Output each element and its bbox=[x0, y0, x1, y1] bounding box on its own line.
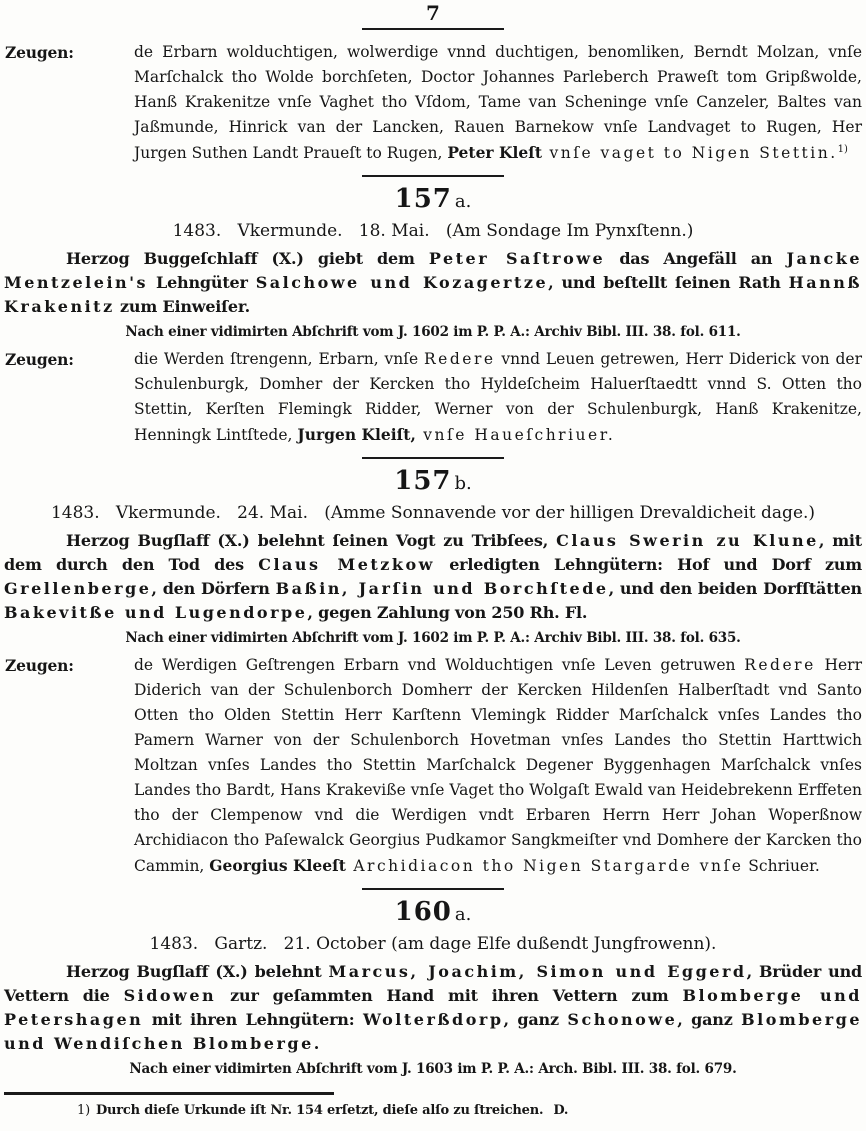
text-segment: , und beſtellt ſeinen Rath bbox=[548, 273, 789, 292]
witness-paragraph-157b bbox=[4, 653, 862, 879]
dateline-160a: 1483. Gartz. 21. October (am dage Elfe dußendt Jungfrowenn). bbox=[149, 934, 717, 954]
text-segment: Blomberge und Petershagen bbox=[4, 986, 862, 1029]
section-letter: a. bbox=[454, 904, 472, 925]
text-segment: Peter Saſtrowe bbox=[428, 249, 606, 268]
text-segment: Redere bbox=[744, 656, 816, 674]
text-segment: Sidowen bbox=[123, 986, 217, 1005]
text-segment: Schonowe bbox=[567, 1010, 678, 1029]
witness-text bbox=[134, 656, 862, 875]
text-segment: , ganz bbox=[677, 1010, 742, 1029]
section-heading-157b bbox=[4, 466, 862, 499]
witness-label: Zeugen: bbox=[5, 656, 74, 675]
section-letter: b. bbox=[454, 473, 472, 494]
text-segment: Jurgen Kleiſt, bbox=[297, 425, 416, 444]
text-segment: , den Dörfern bbox=[151, 579, 276, 598]
witness-text bbox=[134, 43, 862, 162]
text-segment: Archidiacon tho Nigen Stargarde vnſe bbox=[345, 857, 744, 875]
text-segment: vnſe vaget to Nigen Stettin. bbox=[542, 144, 838, 162]
witness-paragraph-157a bbox=[4, 347, 862, 448]
section-heading-157a bbox=[4, 184, 862, 217]
text-segment: zum Einweiſer. bbox=[114, 297, 250, 316]
text-segment: die Werden ſtrengenn, Erbarn, vnſe bbox=[134, 350, 425, 368]
dateline-157a: 1483. Vkermunde. 18. Mai. (Am Sondage Im Pynxſtenn.) bbox=[172, 221, 694, 241]
text-segment: de Erbarn wolduchtigen, wolwerdige vnnd duchtigen, benomliken, Berndt Molzan, vnſe Marſchalck tho Wolde borchſeten, Doctor Johannes Parleberch Praweſt tom Gripßwolde, Hanß Krakenitze vnſe Vaghet tho Vſdom, Tame van Scheninge vnſe Canzeler, Baltes van Jaßmunde, Hinrick van der Lancken, Rauen Barnekow vnſe Landvaget to Rugen, Her Jurgen Suthen Landt Praueſt to Rugen, bbox=[134, 43, 862, 162]
witness-label: Zeugen: bbox=[5, 43, 74, 62]
section-divider bbox=[362, 888, 504, 890]
text-segment: Georgius Kleeſt bbox=[209, 856, 346, 875]
section-157a bbox=[4, 184, 862, 459]
section-heading-160a bbox=[4, 897, 862, 930]
footnote-editor-initial: D. bbox=[553, 1103, 569, 1118]
text-segment: , Brüder und Vettern die bbox=[4, 962, 862, 1005]
text-segment: Peter Kleſt bbox=[447, 143, 543, 162]
footnote-reference: 1) bbox=[837, 143, 848, 155]
footnote-rule bbox=[4, 1092, 334, 1095]
text-segment: vnſe Haueſchriuer. bbox=[415, 426, 616, 444]
header-rule bbox=[362, 28, 504, 30]
section-number: 157 bbox=[394, 184, 452, 214]
text-segment: das Angefäll an bbox=[605, 249, 787, 268]
section-number: 160 bbox=[394, 897, 452, 927]
regest-summary-157b bbox=[4, 529, 862, 625]
text-segment: Wolterßdorp bbox=[362, 1010, 504, 1029]
text-segment: Herr Diderich van der Schulenborch Domherr der Kercken Hildenſen Halberſtadt vnd Santo Otten tho Olden Stettin Herr Karſtenn Vlemingk Ridder Marſchalck vnſes Landes tho Pamern Warner von der Schulenborch Hovetman vnſes Landes tho Stettin Harttwich Moltzan vnſes Landes tho Stettin Marſchalck Degener Byggenhagen Marſchalck vnſes Landes tho Bardt, Hans Krakeviße vnſe Vaget tho Wolgaſt Ewald van Heidebrekenn Erffeten tho der Clempenow vnd die Werdigen vndt Erbaren Herrn Herr Johan Woperßnow Archidiacon tho Paſewalck Georgius Pudkamor Sangkmeiſter vnd Domhere der Karcken tho Cammin, bbox=[134, 656, 862, 875]
text-segment: Claus Metzkow bbox=[258, 555, 435, 574]
text-segment: Redere bbox=[424, 350, 496, 368]
regest-summary-157a bbox=[4, 247, 862, 319]
text-segment: Herzog Bugſlaff (X.) belehnt bbox=[66, 962, 329, 981]
text-segment: . bbox=[313, 1034, 320, 1053]
dateline-157b: 1483. Vkermunde. 24. Mai. (Amme Sonnavende vor der hilligen Drevaldicheit dage.) bbox=[50, 503, 816, 523]
section-divider bbox=[362, 175, 504, 177]
section-157b bbox=[4, 466, 862, 890]
witness-label: Zeugen: bbox=[5, 350, 74, 369]
text-segment: Blomberge und Wendiſchen Blomberge bbox=[4, 1010, 862, 1053]
text-segment: Salchowe und Kozagertze bbox=[255, 273, 549, 292]
text-segment: de Werdigen Geſtrengen Erbarn vnd Wolduchtigen vnſe Leven getruwen bbox=[134, 656, 745, 674]
text-segment: Lehngüter bbox=[148, 273, 256, 292]
text-segment: Herzog Buggeſchlaff (X.) giebt dem bbox=[66, 249, 429, 268]
section-160a bbox=[4, 897, 862, 1079]
footnote-text: Durch dieſe Urkunde iſt Nr. 154 erſetzt, dieſe alſo zu ſtreichen. bbox=[95, 1103, 544, 1118]
text-segment: Marcus, Joachim, Simon und Eggerd bbox=[328, 962, 747, 981]
text-segment: , mit dem durch den Tod des bbox=[4, 531, 862, 574]
text-segment: vnnd Leuen getrewen, Herr Diderick von der Schulenburgk, Domher der Kercken tho Hyldeſcheim Haluerſtaedtt vnnd S. Otten tho Stettin, Kerſten Flemingk Ridder, Werner von der Schulenburgk, Hanß Krakenitze, Henningk Lintſtede, bbox=[134, 350, 863, 444]
source-note-157b: Nach einer vidimirten Abſchrift vom J. 1602 im P. P. A.: Archiv Bibl. III. 38. fol. 635. bbox=[125, 630, 741, 646]
text-segment: Grellenberge bbox=[4, 579, 152, 598]
witness-text bbox=[134, 350, 862, 444]
text-segment: Bakevitße und Lugendorpe bbox=[4, 603, 308, 622]
text-segment: , ganz bbox=[503, 1010, 568, 1029]
section-number: 157 bbox=[394, 466, 452, 496]
text-segment: , gegen Zahlung von 250 Rh. Fl. bbox=[307, 603, 588, 622]
text-segment: erledigten Lehngütern: Hof und Dorf zum bbox=[434, 555, 862, 574]
text-segment: mit ihren Lehngütern: bbox=[143, 1010, 363, 1029]
source-note-160a: Nach einer vidimirten Abſchrift vom J. 1603 im P. P. A.: Arch. Bibl. III. 38. fol. 679. bbox=[129, 1061, 737, 1077]
source-note-157a: Nach einer vidimirten Abſchrift vom J. 1602 im P. P. A.: Archiv Bibl. III. 38. fol. 611. bbox=[125, 324, 741, 340]
witness-paragraph-top bbox=[4, 40, 862, 166]
text-segment: Baßin, Jarſin und Borchſtede bbox=[275, 579, 609, 598]
text-segment: Jancke Mentzelein's bbox=[4, 249, 863, 292]
footnote bbox=[4, 1102, 862, 1120]
text-segment: Hannß Krakenitz bbox=[4, 273, 862, 316]
text-segment: Herzog Bugſlaff (X.) belehnt ſeinen Vogt zu Tribſees, bbox=[66, 531, 557, 550]
footnote-marker: 1) bbox=[77, 1103, 90, 1118]
text-segment: zur geſammten Hand mit ihren Vettern zum bbox=[216, 986, 683, 1005]
text-segment: Schriuer. bbox=[743, 857, 820, 875]
text-segment: Claus Swerin zu Klune bbox=[556, 531, 819, 550]
text-segment: , und den beiden Dorfſtätten bbox=[608, 579, 862, 598]
regest-summary-160a bbox=[4, 960, 862, 1056]
page-number: 7 bbox=[426, 1, 440, 25]
section-divider bbox=[362, 457, 504, 459]
section-letter: a. bbox=[454, 191, 472, 212]
